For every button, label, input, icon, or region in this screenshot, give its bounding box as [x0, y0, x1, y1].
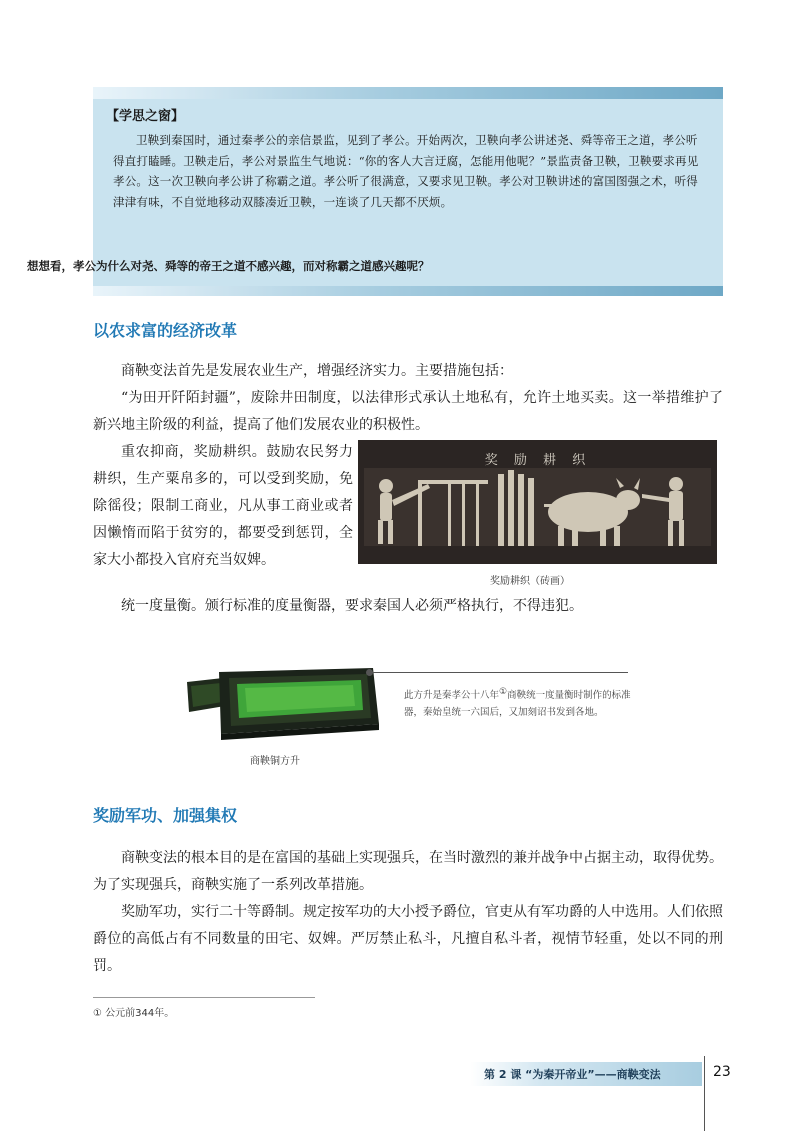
study-box-text: 卫鞅到秦国时，通过秦孝公的亲信景监，见到了孝公。开始两次，卫鞅向孝公讲述尧、舜等帝王之道，孝公听得直打瞌睡。卫鞅走后，孝公对景监生气地说：“你的客人大言迂腐，怎能用他呢？”景监责备卫鞅，卫鞅要求再见孝公。这一次卫鞅向孝公讲了称霸之道。孝公听了很满意，又要求见卫鞅。孝公对卫鞅讲述的富国图强之术，听得津津有味，不自觉地移动双膝凑近卫鞅，一连谈了几天都不厌烦。: [113, 133, 699, 209]
paragraph-agriculture-policy: 重农抑商，奖励耕织。鼓励农民努力耕织，生产粟帛多的，可以受到奖励，免除徭役；限制工商业，凡从事工商业或者因懒惰而陷于贫穷的，都要受到惩罚，全家大小都投入官府充当奴婢。: [93, 444, 353, 568]
brick-inscription: 奖 励 耕 织: [484, 453, 592, 468]
bronze-vessel-image: [183, 660, 383, 742]
brick-painting-caption: 奖励耕织（砖画）: [490, 576, 570, 587]
study-box-top-bar: [93, 87, 723, 99]
footnote-marker: ①: [499, 687, 508, 697]
section-heading-military: 奖励军功、加强集权: [93, 806, 238, 825]
study-box-question: 想想看，孝公为什么对尧、舜等的帝王之道不感兴趣，而对称霸之道感兴趣呢？: [27, 259, 430, 273]
vessel-note-text-before: 此方升是秦孝公十八年: [404, 690, 500, 702]
bronze-vessel-note: [404, 684, 644, 721]
paragraph-measurement: 统一度量衡。颁行标准的度量衡器，要求秦国人必须严格执行，不得违犯。: [121, 598, 583, 614]
page-number: 23: [713, 1064, 731, 1080]
section-heading-agriculture: 以农求富的经济改革: [93, 321, 238, 340]
footnote-text: ① 公元前344年。: [93, 1008, 175, 1019]
brick-painting-image: [358, 440, 717, 564]
study-box-bottom-bar: [93, 286, 723, 296]
paragraph-military-goal: 商鞅变法的根本目的是在富国的基础上实现强兵，在当时激烈的兼并战争中占据主动，取得优势。为了实现强兵，商鞅实施了一系列改革措施。: [93, 850, 723, 893]
farming-scene-illustration: [358, 440, 717, 564]
bronze-vessel-caption: 商鞅铜方升: [250, 756, 300, 767]
paragraph-military-merit: 奖励军功，实行二十等爵制。规定按军功的大小授予爵位，官吏从有军功爵的人中选用。人们依照爵位的高低占有不同数量的田宅、奴婢。严厉禁止私斗，凡擅自私斗者，视情节轻重，处以不同的刑罚。: [93, 904, 723, 974]
annotation-leader-line: [370, 672, 628, 673]
study-box-title: 【学思之窗】: [106, 109, 185, 124]
paragraph-intro: 商鞅变法首先是发展农业生产，增强经济实力。主要措施包括：: [121, 363, 513, 379]
footer-divider: [704, 1056, 705, 1131]
footnote-divider: [93, 997, 315, 998]
bronze-fangsheng-illustration: [183, 660, 383, 742]
vessel-note-text-after: 商鞅统一度量衡时制作的标准器，秦始皇统一六国后，又加刻诏书发到各地。: [404, 690, 631, 719]
paragraph-land-reform: “为田开阡陌封疆”，废除井田制度，以法律形式承认土地私有，允许土地买卖。这一举措维护了新兴地主阶级的利益，提高了他们发展农业的积极性。: [93, 390, 723, 433]
footer-lesson-title: 第 2 课 “为秦开帝业”——商鞅变法: [484, 1068, 661, 1081]
